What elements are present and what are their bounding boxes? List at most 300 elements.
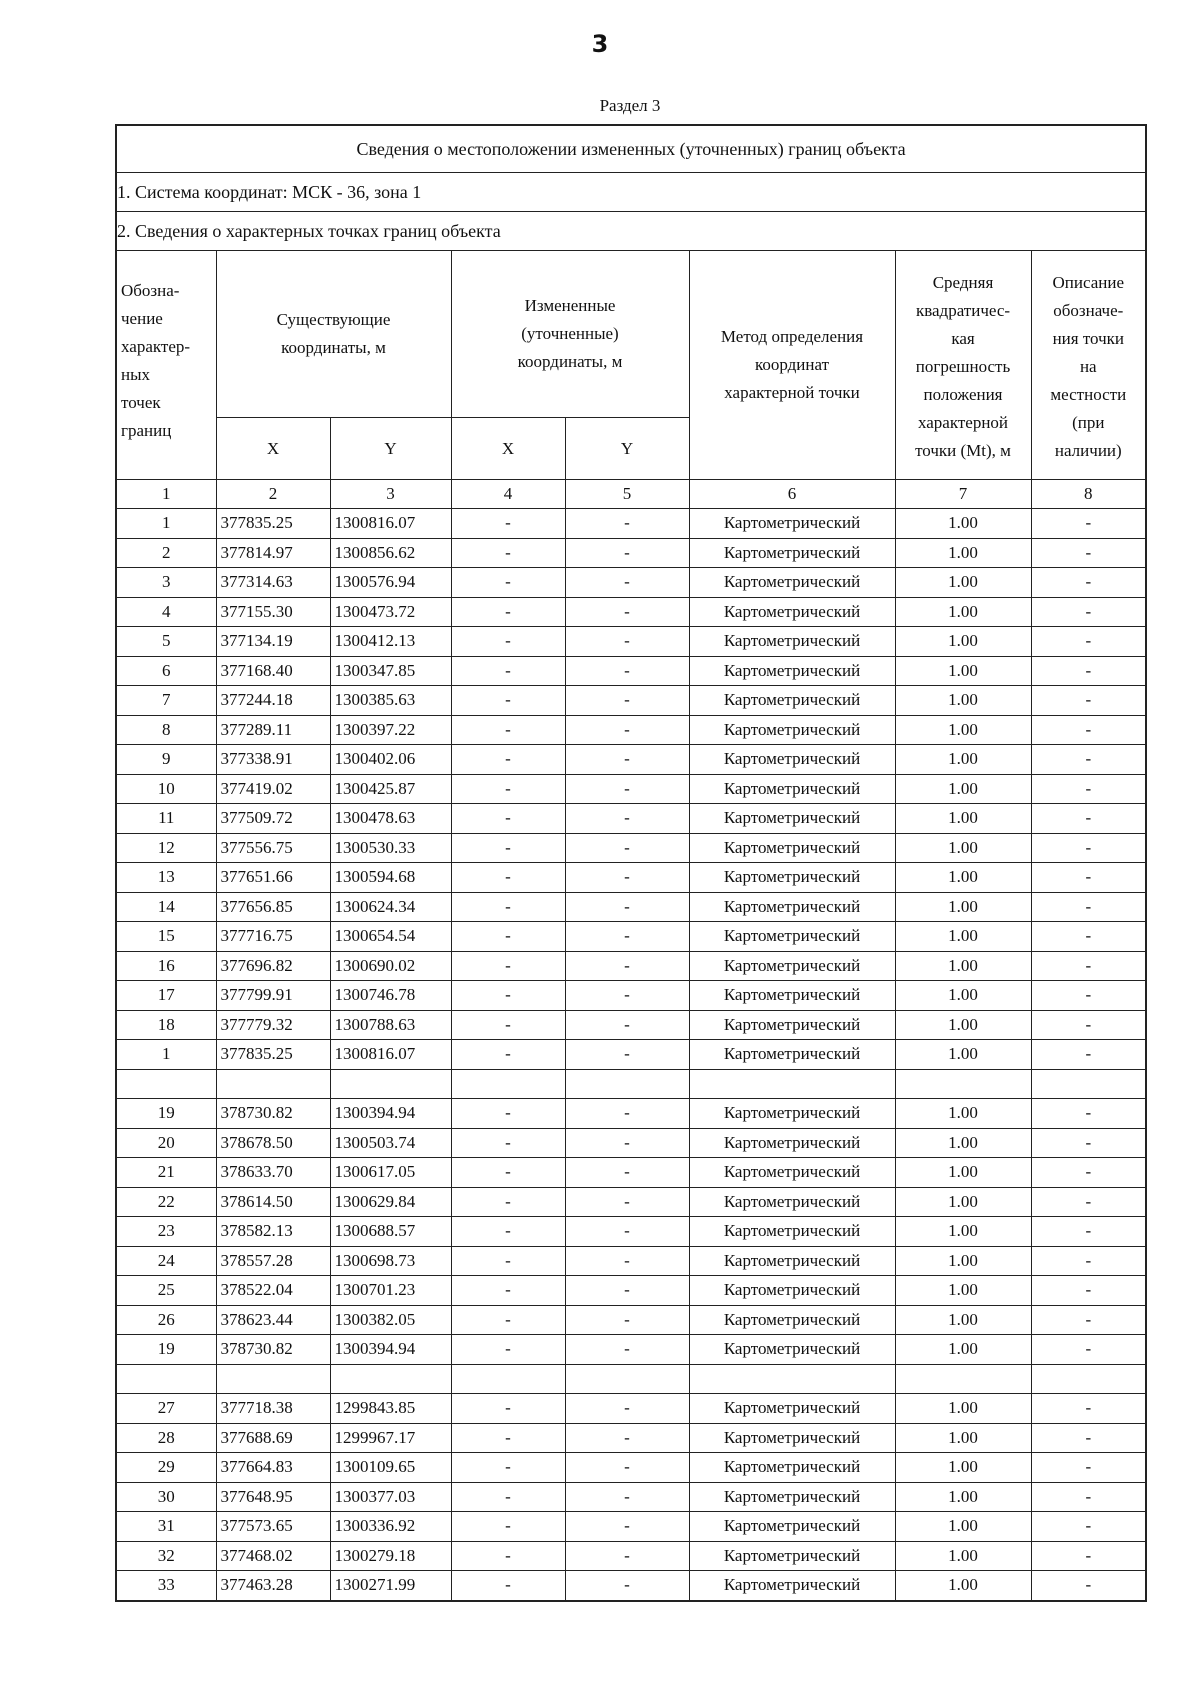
- point-id-cell: [116, 1069, 216, 1099]
- mt-cell: 1.00: [895, 1423, 1031, 1453]
- changed-x-cell: -: [451, 951, 565, 981]
- existing-y-cell: 1300279.18: [330, 1541, 451, 1571]
- header-text: Измененные (уточненные) координаты, м: [517, 296, 623, 371]
- header-changed-x: X: [451, 418, 565, 480]
- description-cell: -: [1031, 892, 1146, 922]
- description-cell: -: [1031, 863, 1146, 893]
- changed-y-cell: -: [565, 1099, 689, 1129]
- changed-y-cell: -: [565, 745, 689, 775]
- method-cell: Картометрический: [689, 1128, 895, 1158]
- changed-x-cell: -: [451, 1482, 565, 1512]
- page-number: 3: [591, 30, 609, 58]
- point-id-cell: 30: [116, 1482, 216, 1512]
- method-cell: Картометрический: [689, 509, 895, 539]
- existing-x-cell: 377509.72: [216, 804, 330, 834]
- method-cell: [689, 1069, 895, 1099]
- mt-cell: 1.00: [895, 804, 1031, 834]
- point-id-cell: 32: [116, 1541, 216, 1571]
- description-cell: -: [1031, 1246, 1146, 1276]
- column-number: 5: [565, 480, 689, 509]
- description-cell: -: [1031, 1187, 1146, 1217]
- point-id-cell: 2: [116, 538, 216, 568]
- boundary-points-table: [115, 124, 1147, 1602]
- changed-x-cell: -: [451, 1453, 565, 1483]
- column-number: 1: [116, 480, 216, 509]
- header-changed-y: Y: [565, 418, 689, 480]
- changed-y-cell: -: [565, 1246, 689, 1276]
- changed-x-cell: -: [451, 1541, 565, 1571]
- existing-y-cell: [330, 1364, 451, 1394]
- existing-x-cell: 377716.75: [216, 922, 330, 952]
- changed-x-cell: -: [451, 892, 565, 922]
- changed-y-cell: -: [565, 1158, 689, 1188]
- description-cell: -: [1031, 1305, 1146, 1335]
- table-row: [116, 1394, 1146, 1424]
- existing-y-cell: 1300688.57: [330, 1217, 451, 1247]
- changed-y-cell: -: [565, 1335, 689, 1365]
- changed-y-cell: -: [565, 951, 689, 981]
- table-row: [116, 863, 1146, 893]
- method-cell: Картометрический: [689, 1040, 895, 1070]
- existing-x-cell: 378522.04: [216, 1276, 330, 1306]
- changed-x-cell: -: [451, 1217, 565, 1247]
- description-cell: -: [1031, 774, 1146, 804]
- method-cell: Картометрический: [689, 745, 895, 775]
- existing-x-cell: [216, 1364, 330, 1394]
- mt-cell: 1.00: [895, 568, 1031, 598]
- changed-x-cell: -: [451, 804, 565, 834]
- point-id-cell: 29: [116, 1453, 216, 1483]
- mt-cell: 1.00: [895, 1571, 1031, 1601]
- table-row: [116, 538, 1146, 568]
- description-cell: -: [1031, 804, 1146, 834]
- method-cell: Картометрический: [689, 774, 895, 804]
- header-mt-error: [895, 251, 1031, 480]
- table-row: [116, 1423, 1146, 1453]
- method-cell: Картометрический: [689, 1276, 895, 1306]
- existing-x-cell: 377718.38: [216, 1394, 330, 1424]
- mt-cell: 1.00: [895, 1394, 1031, 1424]
- existing-y-cell: 1300816.07: [330, 1040, 451, 1070]
- table-row: [116, 1276, 1146, 1306]
- changed-x-cell: -: [451, 1512, 565, 1542]
- column-number: 6: [689, 480, 895, 509]
- mt-cell: [895, 1364, 1031, 1394]
- changed-y-cell: -: [565, 1305, 689, 1335]
- existing-y-cell: 1300347.85: [330, 656, 451, 686]
- changed-x-cell: -: [451, 1158, 565, 1188]
- column-number-row: [116, 480, 1146, 509]
- description-cell: -: [1031, 1217, 1146, 1247]
- changed-y-cell: [565, 1364, 689, 1394]
- changed-x-cell: -: [451, 863, 565, 893]
- existing-y-cell: 1300746.78: [330, 981, 451, 1011]
- description-cell: [1031, 1069, 1146, 1099]
- table-row: [116, 1335, 1146, 1365]
- existing-x-cell: 377814.97: [216, 538, 330, 568]
- table-row: [116, 715, 1146, 745]
- changed-y-cell: -: [565, 538, 689, 568]
- mt-cell: 1.00: [895, 627, 1031, 657]
- existing-x-cell: 377651.66: [216, 863, 330, 893]
- existing-x-cell: 377835.25: [216, 509, 330, 539]
- point-id-cell: 6: [116, 656, 216, 686]
- table-row: [116, 951, 1146, 981]
- changed-x-cell: -: [451, 538, 565, 568]
- column-number: 7: [895, 480, 1031, 509]
- point-id-cell: 5: [116, 627, 216, 657]
- changed-x-cell: -: [451, 1040, 565, 1070]
- point-id-cell: 4: [116, 597, 216, 627]
- existing-y-cell: 1299967.17: [330, 1423, 451, 1453]
- point-id-cell: 11: [116, 804, 216, 834]
- table-row: [116, 1010, 1146, 1040]
- point-id-cell: 19: [116, 1099, 216, 1129]
- header-point-id: [116, 251, 216, 480]
- points-info-line: 2. Сведения о характерных точках границ объекта: [116, 212, 1146, 251]
- existing-x-cell: 377244.18: [216, 686, 330, 716]
- changed-x-cell: -: [451, 981, 565, 1011]
- description-cell: -: [1031, 1099, 1146, 1129]
- mt-cell: 1.00: [895, 1453, 1031, 1483]
- table-row: [116, 1217, 1146, 1247]
- existing-x-cell: 377289.11: [216, 715, 330, 745]
- description-cell: -: [1031, 568, 1146, 598]
- existing-y-cell: 1300576.94: [330, 568, 451, 598]
- header-existing-x: X: [216, 418, 330, 480]
- existing-x-cell: 377338.91: [216, 745, 330, 775]
- mt-cell: 1.00: [895, 1040, 1031, 1070]
- method-cell: Картометрический: [689, 1453, 895, 1483]
- mt-cell: 1.00: [895, 863, 1031, 893]
- changed-y-cell: -: [565, 1453, 689, 1483]
- method-cell: Картометрический: [689, 1571, 895, 1601]
- description-cell: -: [1031, 1423, 1146, 1453]
- mt-cell: 1.00: [895, 509, 1031, 539]
- method-cell: Картометрический: [689, 1305, 895, 1335]
- changed-x-cell: -: [451, 597, 565, 627]
- method-cell: Картометрический: [689, 568, 895, 598]
- table-row: [116, 1069, 1146, 1099]
- header-method: [689, 251, 895, 480]
- header-existing-coordinates: [216, 251, 451, 418]
- changed-x-cell: -: [451, 1276, 565, 1306]
- point-id-cell: 19: [116, 1335, 216, 1365]
- changed-y-cell: -: [565, 1040, 689, 1070]
- existing-y-cell: 1299843.85: [330, 1394, 451, 1424]
- point-id-cell: 20: [116, 1128, 216, 1158]
- changed-x-cell: -: [451, 833, 565, 863]
- existing-x-cell: [216, 1069, 330, 1099]
- column-number: 3: [330, 480, 451, 509]
- changed-y-cell: -: [565, 1482, 689, 1512]
- changed-y-cell: -: [565, 1394, 689, 1424]
- changed-x-cell: [451, 1069, 565, 1099]
- existing-x-cell: 377314.63: [216, 568, 330, 598]
- point-id-cell: 33: [116, 1571, 216, 1601]
- point-id-cell: 8: [116, 715, 216, 745]
- header-text: Описание обозначе- ния точки на местности (при наличии): [1050, 273, 1127, 460]
- description-cell: -: [1031, 1571, 1146, 1601]
- mt-cell: 1.00: [895, 656, 1031, 686]
- existing-y-cell: 1300394.94: [330, 1099, 451, 1129]
- changed-x-cell: -: [451, 1305, 565, 1335]
- method-cell: Картометрический: [689, 715, 895, 745]
- existing-x-cell: 377648.95: [216, 1482, 330, 1512]
- table-row: [116, 1040, 1146, 1070]
- mt-cell: [895, 1069, 1031, 1099]
- table-row: [116, 804, 1146, 834]
- point-id-cell: 26: [116, 1305, 216, 1335]
- changed-y-cell: -: [565, 981, 689, 1011]
- table-row: [116, 1512, 1146, 1542]
- point-id-cell: 13: [116, 863, 216, 893]
- mt-cell: 1.00: [895, 1158, 1031, 1188]
- point-id-cell: 25: [116, 1276, 216, 1306]
- changed-x-cell: -: [451, 1187, 565, 1217]
- changed-y-cell: [565, 1069, 689, 1099]
- mt-cell: 1.00: [895, 774, 1031, 804]
- changed-x-cell: -: [451, 1394, 565, 1424]
- existing-x-cell: 378614.50: [216, 1187, 330, 1217]
- mt-cell: 1.00: [895, 1217, 1031, 1247]
- mt-cell: 1.00: [895, 1128, 1031, 1158]
- changed-y-cell: -: [565, 1010, 689, 1040]
- description-cell: -: [1031, 1276, 1146, 1306]
- changed-x-cell: -: [451, 686, 565, 716]
- existing-x-cell: 377155.30: [216, 597, 330, 627]
- method-cell: Картометрический: [689, 1217, 895, 1247]
- changed-y-cell: -: [565, 597, 689, 627]
- changed-y-cell: -: [565, 833, 689, 863]
- existing-x-cell: 377688.69: [216, 1423, 330, 1453]
- existing-x-cell: 377779.32: [216, 1010, 330, 1040]
- existing-y-cell: 1300473.72: [330, 597, 451, 627]
- changed-x-cell: -: [451, 1099, 565, 1129]
- header-description: [1031, 251, 1146, 480]
- mt-cell: 1.00: [895, 1335, 1031, 1365]
- existing-x-cell: 377573.65: [216, 1512, 330, 1542]
- mt-cell: 1.00: [895, 1305, 1031, 1335]
- point-id-cell: 21: [116, 1158, 216, 1188]
- changed-y-cell: -: [565, 892, 689, 922]
- header-text: Обозна- чение характер- ных точек границ: [121, 281, 191, 440]
- existing-y-cell: 1300698.73: [330, 1246, 451, 1276]
- existing-x-cell: 377799.91: [216, 981, 330, 1011]
- changed-x-cell: -: [451, 922, 565, 952]
- method-cell: Картометрический: [689, 922, 895, 952]
- mt-cell: 1.00: [895, 951, 1031, 981]
- changed-y-cell: -: [565, 1128, 689, 1158]
- table-row: [116, 1246, 1146, 1276]
- table-row: [116, 922, 1146, 952]
- method-cell: Картометрический: [689, 1158, 895, 1188]
- existing-x-cell: 378557.28: [216, 1246, 330, 1276]
- method-cell: Картометрический: [689, 863, 895, 893]
- existing-x-cell: 377656.85: [216, 892, 330, 922]
- existing-x-cell: 377134.19: [216, 627, 330, 657]
- method-cell: Картометрический: [689, 1512, 895, 1542]
- description-cell: -: [1031, 833, 1146, 863]
- description-cell: -: [1031, 538, 1146, 568]
- description-cell: -: [1031, 627, 1146, 657]
- existing-y-cell: 1300385.63: [330, 686, 451, 716]
- method-cell: Картометрический: [689, 804, 895, 834]
- description-cell: -: [1031, 1335, 1146, 1365]
- mt-cell: 1.00: [895, 1541, 1031, 1571]
- point-id-cell: 16: [116, 951, 216, 981]
- existing-x-cell: 378623.44: [216, 1305, 330, 1335]
- method-cell: Картометрический: [689, 1394, 895, 1424]
- method-cell: Картометрический: [689, 1099, 895, 1129]
- changed-y-cell: -: [565, 1571, 689, 1601]
- mt-cell: 1.00: [895, 1482, 1031, 1512]
- method-cell: Картометрический: [689, 951, 895, 981]
- existing-x-cell: 378730.82: [216, 1335, 330, 1365]
- table-row: [116, 745, 1146, 775]
- mt-cell: 1.00: [895, 715, 1031, 745]
- section-label: Раздел 3: [599, 96, 661, 115]
- point-id-cell: 31: [116, 1512, 216, 1542]
- existing-y-cell: 1300382.05: [330, 1305, 451, 1335]
- table-row: [116, 1541, 1146, 1571]
- existing-y-cell: 1300377.03: [330, 1482, 451, 1512]
- description-cell: -: [1031, 715, 1146, 745]
- point-id-cell: [116, 1364, 216, 1394]
- description-cell: -: [1031, 686, 1146, 716]
- point-id-cell: 9: [116, 745, 216, 775]
- changed-y-cell: -: [565, 509, 689, 539]
- existing-y-cell: 1300271.99: [330, 1571, 451, 1601]
- mt-cell: 1.00: [895, 833, 1031, 863]
- changed-y-cell: -: [565, 1217, 689, 1247]
- changed-x-cell: -: [451, 509, 565, 539]
- changed-x-cell: -: [451, 1010, 565, 1040]
- changed-y-cell: -: [565, 1512, 689, 1542]
- changed-y-cell: -: [565, 715, 689, 745]
- existing-x-cell: 377419.02: [216, 774, 330, 804]
- changed-y-cell: -: [565, 1187, 689, 1217]
- mt-cell: 1.00: [895, 1276, 1031, 1306]
- existing-y-cell: 1300629.84: [330, 1187, 451, 1217]
- header-changed-coordinates: [451, 251, 689, 418]
- point-id-cell: 7: [116, 686, 216, 716]
- method-cell: Картометрический: [689, 1541, 895, 1571]
- changed-y-cell: -: [565, 568, 689, 598]
- point-id-cell: 1: [116, 509, 216, 539]
- description-cell: -: [1031, 1453, 1146, 1483]
- existing-y-cell: 1300617.05: [330, 1158, 451, 1188]
- point-id-cell: 24: [116, 1246, 216, 1276]
- description-cell: [1031, 1364, 1146, 1394]
- changed-y-cell: -: [565, 804, 689, 834]
- mt-cell: 1.00: [895, 597, 1031, 627]
- method-cell: Картометрический: [689, 1010, 895, 1040]
- changed-y-cell: -: [565, 1541, 689, 1571]
- coordinate-system-line: 1. Система координат: МСК - 36, зона 1: [116, 173, 1146, 212]
- table-row: [116, 1482, 1146, 1512]
- existing-y-cell: 1300654.54: [330, 922, 451, 952]
- table-row: [116, 1128, 1146, 1158]
- mt-cell: 1.00: [895, 892, 1031, 922]
- existing-y-cell: 1300788.63: [330, 1010, 451, 1040]
- changed-x-cell: -: [451, 774, 565, 804]
- method-cell: Картометрический: [689, 627, 895, 657]
- existing-x-cell: 378633.70: [216, 1158, 330, 1188]
- column-number: 8: [1031, 480, 1146, 509]
- existing-y-cell: 1300503.74: [330, 1128, 451, 1158]
- table-row: [116, 656, 1146, 686]
- header-text: Метод определения координат характерной точки: [720, 327, 864, 402]
- point-id-cell: 28: [116, 1423, 216, 1453]
- existing-y-cell: 1300425.87: [330, 774, 451, 804]
- changed-x-cell: -: [451, 627, 565, 657]
- table-row: [116, 568, 1146, 598]
- table-row: [116, 1305, 1146, 1335]
- table-row: [116, 686, 1146, 716]
- existing-y-cell: 1300594.68: [330, 863, 451, 893]
- table-row: [116, 774, 1146, 804]
- existing-y-cell: 1300402.06: [330, 745, 451, 775]
- method-cell: Картометрический: [689, 1246, 895, 1276]
- mt-cell: 1.00: [895, 1187, 1031, 1217]
- mt-cell: 1.00: [895, 1010, 1031, 1040]
- description-cell: -: [1031, 981, 1146, 1011]
- existing-y-cell: 1300336.92: [330, 1512, 451, 1542]
- mt-cell: 1.00: [895, 686, 1031, 716]
- method-cell: Картометрический: [689, 538, 895, 568]
- table-body: [116, 509, 1146, 1601]
- changed-y-cell: -: [565, 1423, 689, 1453]
- header-existing-y: Y: [330, 418, 451, 480]
- method-cell: Картометрический: [689, 892, 895, 922]
- method-cell: [689, 1364, 895, 1394]
- existing-y-cell: 1300478.63: [330, 804, 451, 834]
- table-row: [116, 1453, 1146, 1483]
- point-id-cell: 18: [116, 1010, 216, 1040]
- method-cell: Картометрический: [689, 1335, 895, 1365]
- changed-y-cell: -: [565, 656, 689, 686]
- description-cell: -: [1031, 1394, 1146, 1424]
- changed-x-cell: -: [451, 1246, 565, 1276]
- table-row: [116, 509, 1146, 539]
- existing-x-cell: 378730.82: [216, 1099, 330, 1129]
- changed-x-cell: -: [451, 1128, 565, 1158]
- existing-y-cell: [330, 1069, 451, 1099]
- description-cell: -: [1031, 1158, 1146, 1188]
- point-id-cell: 27: [116, 1394, 216, 1424]
- changed-y-cell: -: [565, 1276, 689, 1306]
- table-title: Сведения о местоположении измененных (уточненных) границ объекта: [116, 125, 1146, 173]
- changed-x-cell: -: [451, 1571, 565, 1601]
- table-row: [116, 1364, 1146, 1394]
- changed-x-cell: [451, 1364, 565, 1394]
- existing-x-cell: 377463.28: [216, 1571, 330, 1601]
- table-row: [116, 1187, 1146, 1217]
- mt-cell: 1.00: [895, 922, 1031, 952]
- existing-y-cell: 1300624.34: [330, 892, 451, 922]
- column-number: 4: [451, 480, 565, 509]
- changed-x-cell: -: [451, 1423, 565, 1453]
- header-text: Существующие координаты, м: [276, 310, 391, 357]
- description-cell: -: [1031, 1128, 1146, 1158]
- existing-y-cell: 1300530.33: [330, 833, 451, 863]
- column-number: 2: [216, 480, 330, 509]
- existing-y-cell: 1300394.94: [330, 1335, 451, 1365]
- point-id-cell: 12: [116, 833, 216, 863]
- point-id-cell: 23: [116, 1217, 216, 1247]
- changed-x-cell: -: [451, 568, 565, 598]
